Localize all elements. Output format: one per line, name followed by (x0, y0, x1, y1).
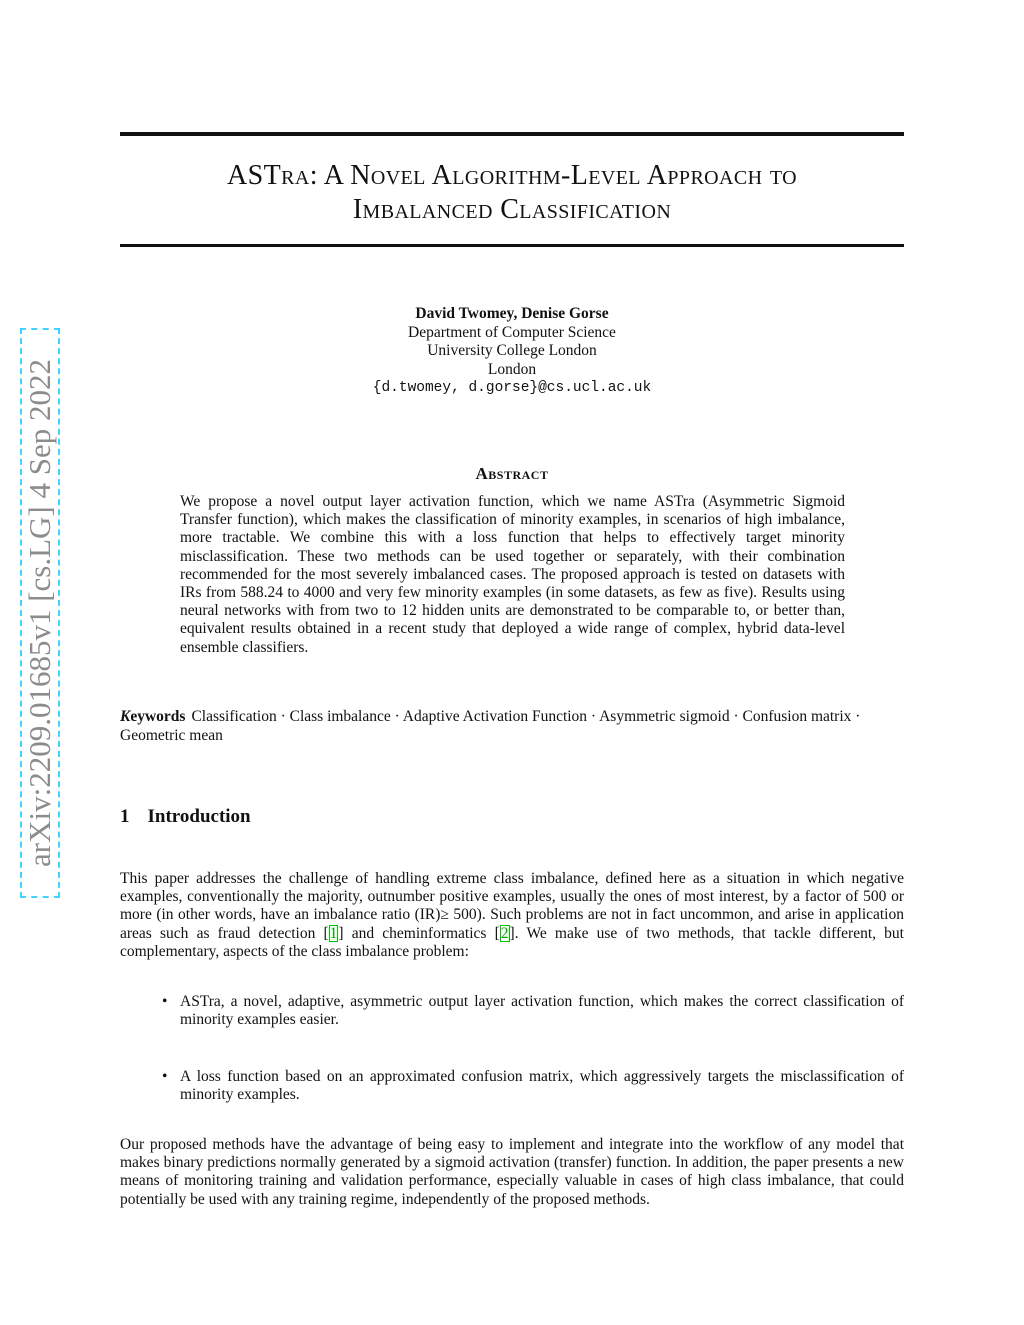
bullet-icon: • (162, 993, 168, 1010)
intro-paragraph-1-part-b: and cheminformatics (343, 924, 495, 942)
citation-link-1[interactable]: 1 (329, 924, 338, 942)
keywords (120, 708, 880, 745)
list-item-text: A loss function based on an approximated confusion matrix, which aggressively targets the misclassification of minority examples. (180, 1068, 904, 1104)
section-title: Introduction (147, 806, 251, 827)
abstract-text: We propose a novel output layer activation function, which we name ASTra (Asymmetric Sigmoid Transfer function), which makes the classification of minority examples, in scenarios of high imbalance, more tractable. We combine this with a loss function that helps to effectively target minority misclassification. These two methods can be used together or separately, with their combination recommended for the most severely imbalanced cases. The proposed approach is tested on datasets with IRs from 588.24 to 4000 and very few minority examples (in some datasets, as few as five). Results using neural networks with from two to 12 hidden units are demonstrated to be comparable to, or better than, equivalent results obtained in a recent study that deployed a wide range of complex, hybrid data-level ensemble classifiers. (180, 493, 845, 656)
paper-title-line-1: ASTra: A Novel Algorithm-Level Approach to (227, 160, 797, 191)
section-heading-introduction (120, 806, 251, 828)
author-city: London (487, 360, 537, 378)
author-university: University College London (427, 342, 597, 359)
list-item-text: ASTra, a novel, adaptive, asymmetric output layer activation function, which makes the correct classification of minority examples easier. (180, 993, 904, 1029)
arxiv-identifier[interactable]: arXiv:2209.01685v1 [cs.LG] 4 Sep 2022 (22, 359, 57, 867)
paper-title-line-2: Imbalanced Classification (352, 194, 672, 225)
keywords-label-rest: eywords (130, 708, 186, 725)
intro-paragraph-1: This paper addresses the challenge of handling extreme class imbalance, defined here as a situation in which negative examples, conventionally the majority, outnumber positive examples, usually the ones of most interest, by a factor of 500 or more (in other words, have an imbalance ratio (IR)≥ 500). Such problems are not in fact uncommon, and arise in application areas such as fraud detection [1] and cheminformatics [2]. We make use of two methods, that tackle different, but complementary, aspects of the class imbalance problem: (120, 870, 904, 960)
keywords-label-initial: K (120, 708, 131, 725)
title-top-rule (120, 132, 904, 136)
list-item (162, 1068, 904, 1104)
citation-link-2[interactable]: 2 (500, 924, 509, 942)
author-block (120, 305, 904, 398)
intro-paragraph-1-part-a: This paper addresses the challenge of handling extreme class imbalance, defined here as a situation in which negative examples, conventionally the majority, outnumber positive examples, usually the ones of most interest, by a factor of 500 or more (in other words, have an imbalance ratio (IR)≥ 500). Such problems are not in fact uncommon, and arise in application areas such as fraud detection (120, 870, 904, 942)
section-number: 1 (120, 806, 130, 827)
author-names: David Twomey, Denise Gorse (415, 305, 609, 322)
title-bottom-rule (120, 244, 904, 247)
keywords-list: Classification · Class imbalance · Adaptive Activation Function · Asymmetric sigmoid · Confusion matrix · Geometric mean (120, 708, 861, 744)
author-email[interactable]: {d.twomey, d.gorse}@cs.ucl.ac.uk (372, 380, 652, 396)
intro-paragraph-2: Our proposed methods have the advantage of being easy to implement and integrate into the workflow of any model that makes binary predictions normally generated by a sigmoid activation (transfer) function. In addition, the paper presents a new means of monitoring training and validation performance, especially valuable in cases of high class imbalance, that could potentially be used with any training regime, independently of the proposed methods. (120, 1136, 904, 1208)
author-department: Department of Computer Science (408, 323, 616, 341)
bullet-icon: • (162, 1068, 168, 1085)
abstract-heading: Abstract (475, 464, 549, 483)
list-item (162, 993, 904, 1029)
keywords-label (120, 708, 185, 725)
intro-paragraph-1-part-c: . We make use of two methods, that tackle different, but complementary, aspects of the class imbalance problem: (120, 924, 904, 960)
